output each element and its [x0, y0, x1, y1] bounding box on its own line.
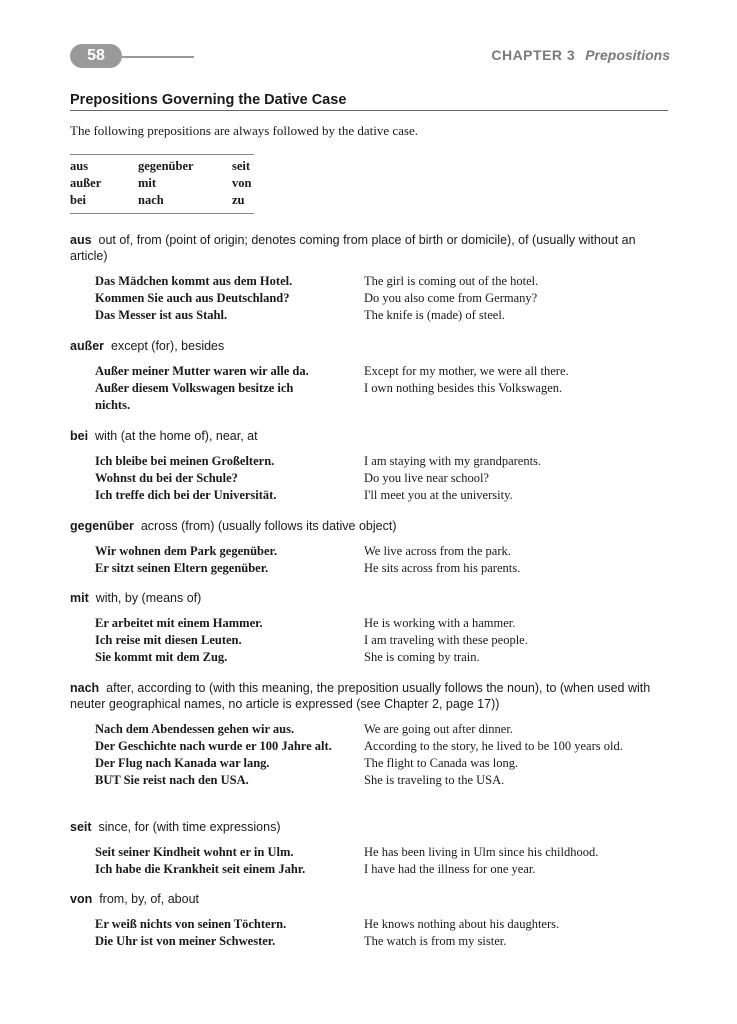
english-translation: The flight to Canada was long. [364, 756, 519, 770]
example-row [70, 916, 670, 933]
german-sentence: Die Uhr ist von meiner Schwester. [95, 934, 276, 948]
english-translation: Except for my mother, we were all there. [364, 364, 569, 378]
entry-heading [70, 232, 670, 264]
german-sentence: Ich bleibe bei meinen Großeltern. [95, 454, 275, 468]
german-sentence: Er sitzt seinen Eltern gegenüber. [95, 561, 269, 575]
example-row [70, 649, 670, 666]
table-cell: von [232, 176, 252, 190]
entry-word: seit [70, 820, 92, 834]
entry-gloss: across (from) (usually follows its dative object) [140, 519, 397, 533]
example-row [70, 453, 670, 470]
german-sentence: Sie kommt mit dem Zug. [95, 650, 228, 664]
preposition-table [70, 154, 254, 214]
english-translation: She is traveling to the USA. [364, 773, 505, 787]
entry-heading [70, 518, 670, 534]
entry-word: mit [70, 591, 89, 605]
english-translation: He is working with a hammer. [364, 616, 516, 630]
chapter-label: CHAPTER 3 [491, 47, 576, 63]
entry-gloss: since, for (with time expressions) [98, 820, 281, 834]
german-sentence: Er arbeitet mit einem Hammer. [95, 616, 263, 630]
example-row [70, 933, 670, 950]
english-translation: He knows nothing about his daughters. [364, 917, 560, 931]
example-list [70, 363, 670, 414]
example-row [70, 487, 670, 504]
example-list [70, 844, 670, 878]
entry-ausser [70, 338, 670, 414]
entry-heading [70, 680, 670, 712]
chapter-header [491, 47, 670, 63]
example-row [70, 615, 670, 632]
german-sentence: Ich habe die Krankheit seit einem Jahr. [95, 862, 306, 876]
example-list [70, 916, 670, 950]
entry-heading [70, 338, 670, 354]
entry-von [70, 891, 670, 950]
chapter-title: Prepositions [585, 47, 670, 63]
english-translation: She is coming by train. [364, 650, 480, 664]
table-row [70, 193, 254, 210]
english-translation: He has been living in Ulm since his childhood. [364, 845, 599, 859]
entry-heading [70, 891, 670, 907]
german-sentence: Das Mädchen kommt aus dem Hotel. [95, 274, 293, 288]
english-translation: We live across from the park. [364, 544, 511, 558]
table-cell: außer [70, 176, 102, 190]
entry-mit [70, 590, 670, 666]
english-translation: The watch is from my sister. [364, 934, 507, 948]
english-translation: The girl is coming out of the hotel. [364, 274, 539, 288]
entry-gloss: from, by, of, about [99, 892, 200, 906]
example-list [70, 615, 670, 666]
example-row [70, 861, 670, 878]
example-row [70, 721, 670, 738]
title-rule [70, 110, 668, 111]
entry-heading [70, 590, 670, 606]
example-list [70, 273, 670, 324]
table-cell: zu [232, 193, 245, 207]
german-sentence: Wohnst du bei der Schule? [95, 471, 238, 485]
english-translation: Do you also come from Germany? [364, 291, 538, 305]
german-sentence: Der Flug nach Kanada war lang. [95, 756, 270, 770]
example-row [70, 738, 670, 755]
example-list [70, 543, 670, 577]
german-sentence: Er weiß nichts von seinen Töchtern. [95, 917, 287, 931]
example-row [70, 470, 670, 487]
german-sentence: Nach dem Abendessen gehen wir aus. [95, 722, 295, 736]
entry-gloss: except (for), besides [111, 339, 225, 353]
table-row [70, 159, 254, 176]
english-translation: I own nothing besides this Volkswagen. [364, 381, 563, 395]
section-title: Prepositions Governing the Dative Case [70, 92, 347, 108]
example-row [70, 560, 670, 577]
german-sentence: Der Geschichte nach wurde er 100 Jahre alt. [95, 739, 332, 753]
table-cell: aus [70, 159, 89, 173]
german-sentence: Außer diesem Volkswagen besitze ich nichts. [95, 381, 294, 412]
entry-word: außer [70, 339, 105, 353]
entry-gegenueber [70, 518, 670, 577]
table-cell: nach [138, 193, 164, 207]
english-translation: I have had the illness for one year. [364, 862, 536, 876]
example-list [70, 453, 670, 504]
example-list [70, 721, 670, 789]
german-sentence: Das Messer ist aus Stahl. [95, 308, 228, 322]
page-number-badge: 58 [70, 44, 122, 68]
german-sentence: Ich reise mit diesen Leuten. [95, 633, 242, 647]
german-sentence: Wir wohnen dem Park gegenüber. [95, 544, 278, 558]
english-translation: I am staying with my grandparents. [364, 454, 542, 468]
english-translation: He sits across from his parents. [364, 561, 521, 575]
entry-seit [70, 819, 670, 878]
entry-word: von [70, 892, 93, 906]
english-translation: Do you live near school? [364, 471, 489, 485]
entry-nach [70, 680, 670, 789]
intro-text: The following prepositions are always followed by the dative case. [70, 123, 419, 138]
english-translation: According to the story, he lived to be 100 years old. [364, 739, 623, 753]
example-row [70, 543, 670, 560]
entry-word: aus [70, 233, 92, 247]
entry-word: bei [70, 429, 89, 443]
table-cell: bei [70, 193, 86, 207]
table-cell: seit [232, 159, 251, 173]
german-sentence: Kommen Sie auch aus Deutschland? [95, 291, 290, 305]
entry-word: nach [70, 681, 100, 695]
example-row [70, 363, 670, 380]
entry-gloss: with (at the home of), near, at [95, 429, 258, 443]
english-translation: I'll meet you at the university. [364, 488, 513, 502]
example-row [70, 290, 670, 307]
entry-gloss: out of, from (point of origin; denotes coming from place of birth or domicile), of (usually without an article) [70, 233, 636, 263]
entry-heading [70, 819, 670, 835]
entry-heading [70, 428, 670, 444]
header-rule [122, 56, 194, 58]
entry-gloss: after, according to (with this meaning, the preposition usually follows the noun), to (when used with neuter geographical names, no article is expressed (see Chapter 2, page 17)) [70, 681, 651, 711]
german-sentence: BUT Sie reist nach den USA. [95, 773, 249, 787]
example-row [70, 380, 670, 414]
example-row [70, 755, 670, 772]
table-cell: mit [138, 176, 157, 190]
table-cell: gegenüber [138, 159, 194, 173]
english-translation: I am traveling with these people. [364, 633, 528, 647]
entry-bei [70, 428, 670, 504]
example-row [70, 307, 670, 324]
german-sentence: Seit seiner Kindheit wohnt er in Ulm. [95, 845, 294, 859]
example-row [70, 273, 670, 290]
entry-gloss: with, by (means of) [95, 591, 202, 605]
german-sentence: Ich treffe dich bei der Universität. [95, 488, 277, 502]
entry-aus [70, 232, 670, 324]
german-sentence: Außer meiner Mutter waren wir alle da. [95, 364, 309, 378]
example-row [70, 632, 670, 649]
example-row [70, 844, 670, 861]
table-row [70, 176, 254, 193]
english-translation: We are going out after dinner. [364, 722, 513, 736]
english-translation: The knife is (made) of steel. [364, 308, 505, 322]
example-row [70, 772, 670, 789]
entry-word: gegenüber [70, 519, 134, 533]
